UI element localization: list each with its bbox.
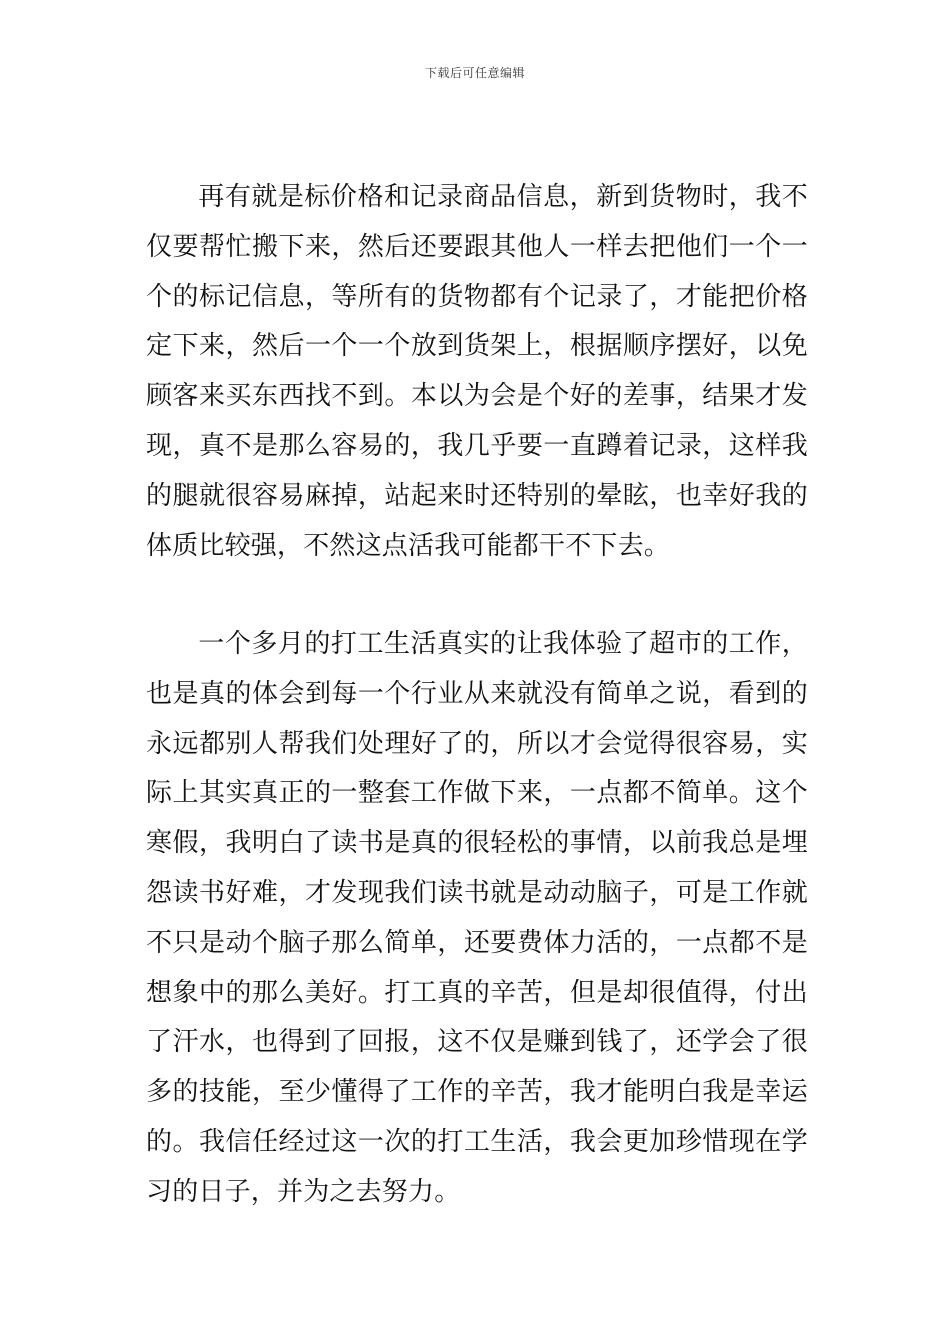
paragraph-2-text: 一个多月的打工生活真实的让我体验了超市的工作，也是真的体会到每一个行业从来就没有简单之说，看到的永远都别人帮我们处理好了的，所以才会觉得很容易，实际上其实真正的一整套工作做下来，一点都不简单。这个寒假，我明白了读书是真的很轻松的事情，以前我总是埋怨读书好难，才发现我们读书就是动动脑子，可是工作就不只是动个脑子那么简单，还要费体力活的，一点都不是想象中的那么美好。打工真的辛苦，但是却很值得，付出了汗水，也得到了回报，这不仅是赚到钱了，还学会了很多的技能，至少懂得了工作的辛苦，我才能明白我是幸运的。我信任经过这一次的打工生活，我会更加珍惜现在学习的日子，并为之去努力。 — [146, 629, 808, 1207]
paragraph-1-text: 再有就是标价格和记录商品信息，新到货物时，我不仅要帮忙搬下来，然后还要跟其他人一样去把他们一个一个的标记信息，等所有的货物都有个记录了，才能把价格定下来，然后一个一个放到货架上，根据顺序摆好，以免顾客来买东西找不到。本以为会是个好的差事，结果才发现，真不是那么容易的，我几乎要一直蹲着记录，这样我的腿就很容易麻掉，站起来时还特别的晕眩，也幸好我的体质比较强，不然这点活我可能都干不下去。 — [146, 182, 808, 561]
paragraph-1 — [146, 173, 808, 571]
page-header: 下载后可任意编辑 — [424, 66, 525, 80]
paragraph-2 — [146, 620, 808, 1218]
